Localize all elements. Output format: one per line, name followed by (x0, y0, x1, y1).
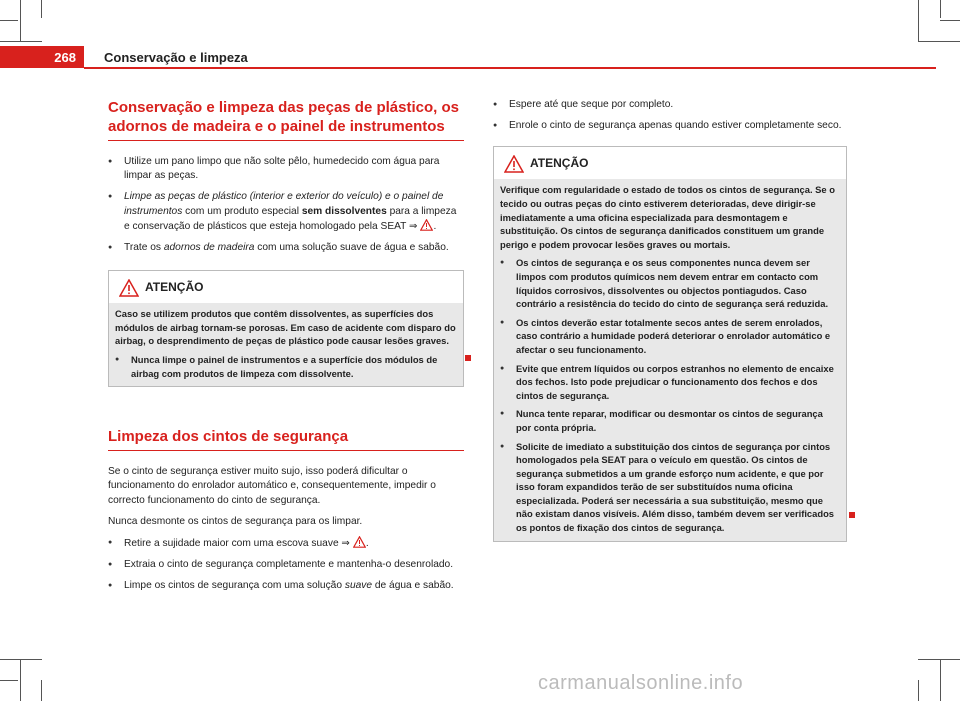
bullet-soap-solution (108, 579, 464, 593)
crop-mark (0, 41, 42, 42)
bullet-clean-cloth: ● Utilize um pano limpo que não solte pêlo, humedecido com água para limpar as peças. (108, 155, 464, 183)
warning-box-belts (493, 146, 847, 541)
warning-header (109, 271, 463, 303)
bullet-soft-brush: ● Retire a sujidade maior com uma escova suave ⇒ . (108, 536, 464, 551)
warning-bullet: ● Solicite de imediato a substituição dos cintos de segurança por cintos homologados pela SEAT para o veículo em questão. Os cintos de segurança submetidos a um grande esforço num acidente, e que por isso foram expandidos terão de ser substituídos numa oficina especializada. Poderá ser necessária a sua substituição, mesmo que não existam danos visíveis. Além disso, também devem ser verificados os pontos de fixação dos cintos de segurança. (500, 440, 840, 535)
crop-mark (918, 680, 919, 701)
warning-icon (504, 155, 524, 173)
header-rule (84, 67, 936, 69)
heading-plastic-care: Conservação e limpeza das peças de plástico, os adornos de madeira e o painel de instrumentos (108, 98, 464, 141)
text: Trate os (124, 242, 164, 254)
crop-mark (0, 659, 42, 660)
crop-mark (918, 0, 919, 42)
text: com um produto especial (182, 205, 302, 217)
crop-mark (940, 659, 941, 701)
bullet-plastic-product: ● Limpe as peças de plástico (interior e exterior do veículo) e o painel de instrumentos com um produto especial sem dissolventes para a limpeza e conservação de plásticos que esteja homologado pela SEAT ⇒ . (108, 190, 464, 234)
warning-icon[interactable] (420, 219, 433, 231)
warning-icon[interactable] (353, 536, 366, 548)
text: de água e sabão. (372, 580, 454, 592)
warning-box-plastic (108, 270, 464, 387)
crop-mark (0, 680, 18, 681)
section-end-marker (465, 355, 471, 361)
paragraph-belt-dirty: Se o cinto de segurança estiver muito sujo, isso poderá dificultar o funcionamento do enrolador automático e, consequentemente, impedir o correcto funcionamento do cinto de segurança. (108, 466, 436, 506)
warning-text: Verifique com regularidade o estado de todos os cintos de segurança. Se o tecido ou outras peças do cinto estiverem deterioradas, deve dirigir-se imediatamente a uma oficina especializada para desmontagem e substituição. Os cintos de segurança danificados constituem um grande perigo e podem provocar lesões graves ou mortais. (500, 184, 835, 250)
right-column (493, 98, 847, 542)
warning-body (109, 303, 463, 386)
warning-bullet: ● Nunca tente reparar, modificar ou desmontar os cintos de segurança por conta própria. (500, 407, 840, 434)
crop-mark (918, 659, 960, 660)
crop-mark (41, 680, 42, 701)
bullet-wait-dry: ● Espere até que seque por completo. (493, 98, 847, 112)
bullet-roll-belt: ● Enrole o cinto de segurança apenas quando estiver completamente seco. (493, 119, 847, 133)
paragraph-no-disassemble: Nunca desmonte os cintos de segurança para os limpar. (108, 515, 363, 527)
bullet-extract-belt: ● Extraia o cinto de segurança completamente e mantenha-o desenrolado. (108, 558, 464, 572)
text-italic: suave (344, 580, 373, 592)
warning-icon (119, 279, 139, 297)
text: Limpe os cintos de segurança com uma solução (124, 580, 345, 592)
warning-bullet: ● Nunca limpe o painel de instrumentos e a superfície dos módulos de airbag com produtos de limpeza com dissolvente. (115, 353, 457, 380)
text: para a limpeza e conservação de plásticos que esteja homologado pela SEAT ⇒ (124, 205, 457, 232)
text-italic: adornos de madeira (163, 242, 255, 254)
warning-text: Caso se utilizem produtos que contêm dissolventes, as superfícies dos módulos de airbag tornam-se porosas. Em caso de acidente com disparo do airbag, o desprendimento de peças de plástico pode causar lesões graves. (115, 308, 456, 347)
page-number: 268 (54, 50, 76, 65)
text: com uma solução suave de água e sabão. (254, 242, 449, 254)
page-number-tab (0, 46, 84, 68)
warning-body (494, 179, 846, 540)
crop-mark (940, 20, 960, 21)
crop-mark (41, 0, 42, 18)
crop-mark (20, 659, 21, 701)
warning-title: ATENÇÃO (145, 280, 204, 295)
warning-title: ATENÇÃO (530, 156, 589, 171)
crop-mark (0, 20, 18, 21)
warning-bullet: ● Os cintos deverão estar totalmente secos antes de serem enrolados, caso contrário a humidade poderá deteriorar o enrolador automático e afectar o seu funcionamento. (500, 316, 840, 357)
section-end-marker (849, 512, 855, 518)
heading-belt-cleaning: Limpeza dos cintos de segurança (108, 427, 464, 451)
watermark: carmanualsonline.info (538, 672, 744, 694)
crop-mark (20, 0, 21, 42)
crop-mark (918, 41, 960, 42)
warning-header (494, 147, 846, 179)
warning-bullet: ● Evite que entrem líquidos ou corpos estranhos no elemento de encaixe dos fechos. Isto pode prejudicar o funcionamento dos fechos e dos cintos de segurança. (500, 362, 840, 403)
warning-bullet: ● Os cintos de segurança e os seus componentes nunca devem ser limpos com produtos químicos nem devem entrar em contacto com líquidos corrosivos, dissolventes ou objectos pontiagudos. Caso contrário a resistência do tecido do cinto de segurança será reduzida. (500, 256, 840, 310)
section-title: Conservação e limpeza (104, 50, 248, 65)
crop-mark (940, 0, 941, 18)
text-bold: sem dissolventes (301, 205, 387, 217)
text: Retire a sujidade maior com uma escova suave ⇒ (124, 538, 350, 549)
text-italic: Limpe as peças de plástico (interior e exterior do veículo) e o painel de instrumentos (124, 191, 444, 217)
bullet-wood-trim (108, 241, 464, 255)
left-column (108, 98, 464, 601)
